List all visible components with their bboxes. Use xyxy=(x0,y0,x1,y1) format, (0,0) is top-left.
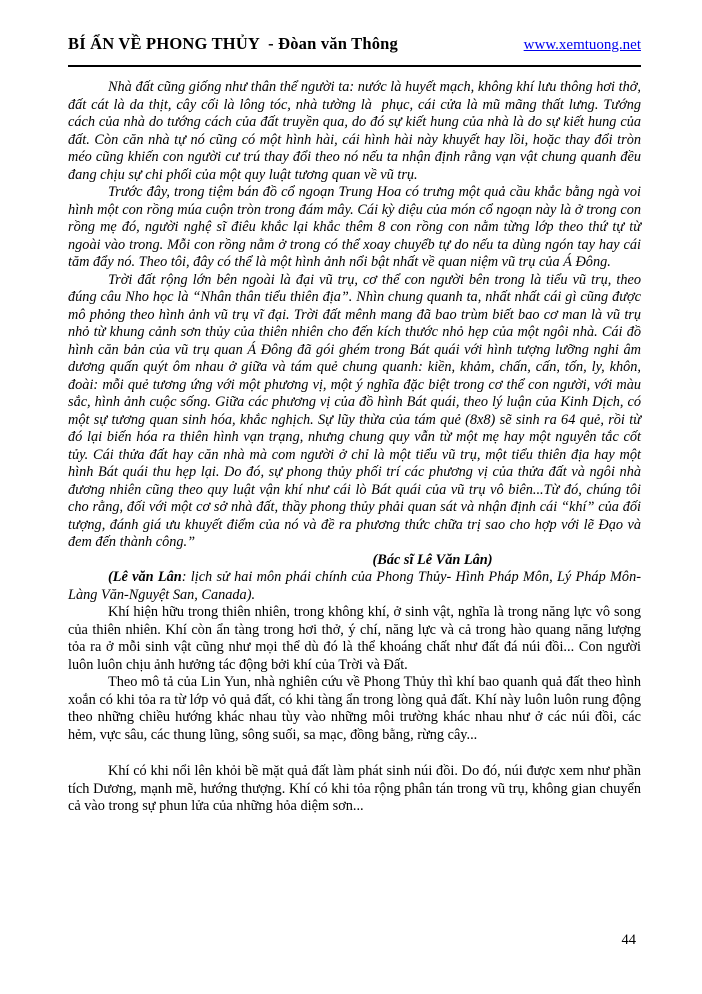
paragraph-bat-quai: Trời đất rộng lớn bên ngoài là đại vũ trụ, cơ thể con người bên trong là tiểu vũ trụ, theo đúng câu Nho học là “Nhân thân tiểu thiên địa”. Nhìn chung quanh ta, nhất nhất cái gì cũng được mô phỏng theo hình ảnh vũ trụ vĩ đại. Trời đất mênh mang đã bao trùm biết bao cơ man là vũ trụ nhỏ từ khung cảnh sơn thủy của thiên nhiên cho đến kích thước nhỏ hẹp của một ngôi nhà. Cái đồ hình căn bản của vũ trụ quan Á Đông đã gói ghém trong Bát quái với hình tượng lưỡng nghi âm dương quấn quýt ôm nhau ở giữa và tám quẻ chung quanh: kiền, khảm, chấn, cấn, tốn, ly, khôn, đoài: mỗi quẻ tương ứng với một phương vị, một ý nghĩa đặc biệt trong cơ thể con người, với màu sắc, hình ảnh cuộc sống. Giữa các phương vị của đồ hình Bát quái, theo lý luận của Kinh Dịch, có một sự tương quan sinh hóa, khắc nghịch. Sự lũy thừa của tám quẻ (8x8) sẽ sinh ra 64 quẻ, rồi từ đó lại biến hóa ra thiên hình vạn trạng, nhưng chung quy vẫn từ một mẹ hay một nguyên tắc cốt tủy. Cái thửa đất hay căn nhà mà com người ở chỉ là một tiểu vũ trụ, một tiểu thiên địa hay một hình Bát quái thu hẹp lại. Do đó, sự phong thủy phối trí các phương vị của thửa đất và ngôi nhà đương nhiên cũng theo quy luật vận khí như cái lò Bát quái của vũ trụ vô biên...Từ đó, chúng tôi cho rằng, đối với một cơ sở nhà đất, thầy phong thủy phải quan sát và nhận định cái “khí” của đối tượng, đánh giá ưu khuyết điểm của nó và đề ra phương thức chữa trị sao cho hợp với lẽ Đạo và đem đến thành công.” xyxy=(68,271,641,550)
page-content xyxy=(68,34,641,816)
paragraph-ivory-dragon: Trước đây, trong tiệm bán đồ cổ ngoạn Trung Hoa có trưng một quả cầu khắc bằng ngà voi hình một con rồng múa cuộn tròn trong đám mây. Cái kỳ diệu của món cổ ngoạn này là ở trong con rồng mẹ đó, người nghệ sĩ điêu khắc lại khắc thêm 8 con rồng con nằm từng lớp theo thứ tự từ ngoài vào trong. Mỗi con rồng nằm ở trong có thể xoay chuyểb tự do nếu ta dùng ngón tay hay cái tăm đẩy nó. Theo tôi, đây có thể là một hình ảnh nổi bật nhất về quan niệm vũ trụ của Á Đông. xyxy=(68,184,641,270)
paragraph-khi-mountains: Khí có khi nổi lên khỏi bề mặt quả đất làm phát sinh núi đồi. Do đó, núi được xem như phần tích Dương, mạnh mẽ, hướng thượng. Khí có khi tỏa rộng phân tán trong vũ trụ, không gian chuyển cả vào trong sự phun lửa của những hỏa diệm sơn... xyxy=(68,763,641,814)
source-note xyxy=(68,569,641,604)
website-link[interactable]: www.xemtuong.net xyxy=(523,37,641,53)
book-title: BÍ ẨN VỀ PHONG THỦY - Đòan văn Thông xyxy=(68,34,398,53)
header-divider xyxy=(68,65,641,67)
paragraph-khi-nature: Khí hiện hữu trong thiên nhiên, trong không khí, ở sinh vật, nghĩa là trong năng lực vô song của thiên nhiên. Khí còn ẩn tàng trong hơi thở, ý chí, năng lực và cả trong hào quang năng lượng tỏa ra ở mỗi sinh vật cũng như mọi thể dù đó là thể khoáng chất như đất đá núi đồi... Con người luôn luôn chịu ảnh hưởng tác động bởi khí của Trời và Đất. xyxy=(68,604,641,673)
paragraph-lin-yun: Theo mô tả của Lin Yun, nhà nghiên cứu về Phong Thủy thì khí bao quanh quả đất theo hình xoắn có khi tỏa ra từ lớp vỏ quả đất, có khi tàng ẩn trong lòng quả đất. Khí này luôn luôn rung động theo những chiều hướng khác nhau tùy vào những môi trường khác nhau như ở các núi đồi, các hẻm, vực sâu, các thung lũng, sông suối, sa mạc, đồng bằng, rừng cây... xyxy=(68,674,641,743)
source-note-rest: : lịch sử hai môn phái chính của Phong Thủy- Hình Pháp Môn, Lý Pháp Môn- Làng Văn-Nguyệt San, Canada). xyxy=(68,569,641,603)
attribution-line: (Bác sĩ Lê Văn Lân) xyxy=(372,551,493,568)
article-body xyxy=(68,79,641,816)
paragraph-house-body: Nhà đất cũng giống như thân thể người ta: nước là huyết mạch, không khí lưu thông hơi thở, đất cát là da thịt, cây cối là lông tóc, nhà tường là phục, cái cửa là mũ mãng thất lưng. Tướng cách của nhà do tướng cách của đất truyền qua, do đó sự kiết hung của nhà là do sự kiết hung của đất. Còn căn nhà tự nó cũng có một hình hài, cái hình hài này khuyết hay lồi, hoặc thay đổi tròn méo cũng khiến con người cư trú thay đổi theo nó nếu ta nhận định rằng vạn vật chung quanh đều đang chịu sự chi phối của một quy luật tương quan về vũ trụ. xyxy=(68,79,641,183)
page-header xyxy=(68,34,641,54)
source-note-lead: (Lê văn Lân xyxy=(108,569,182,585)
page-number: 44 xyxy=(621,932,636,948)
